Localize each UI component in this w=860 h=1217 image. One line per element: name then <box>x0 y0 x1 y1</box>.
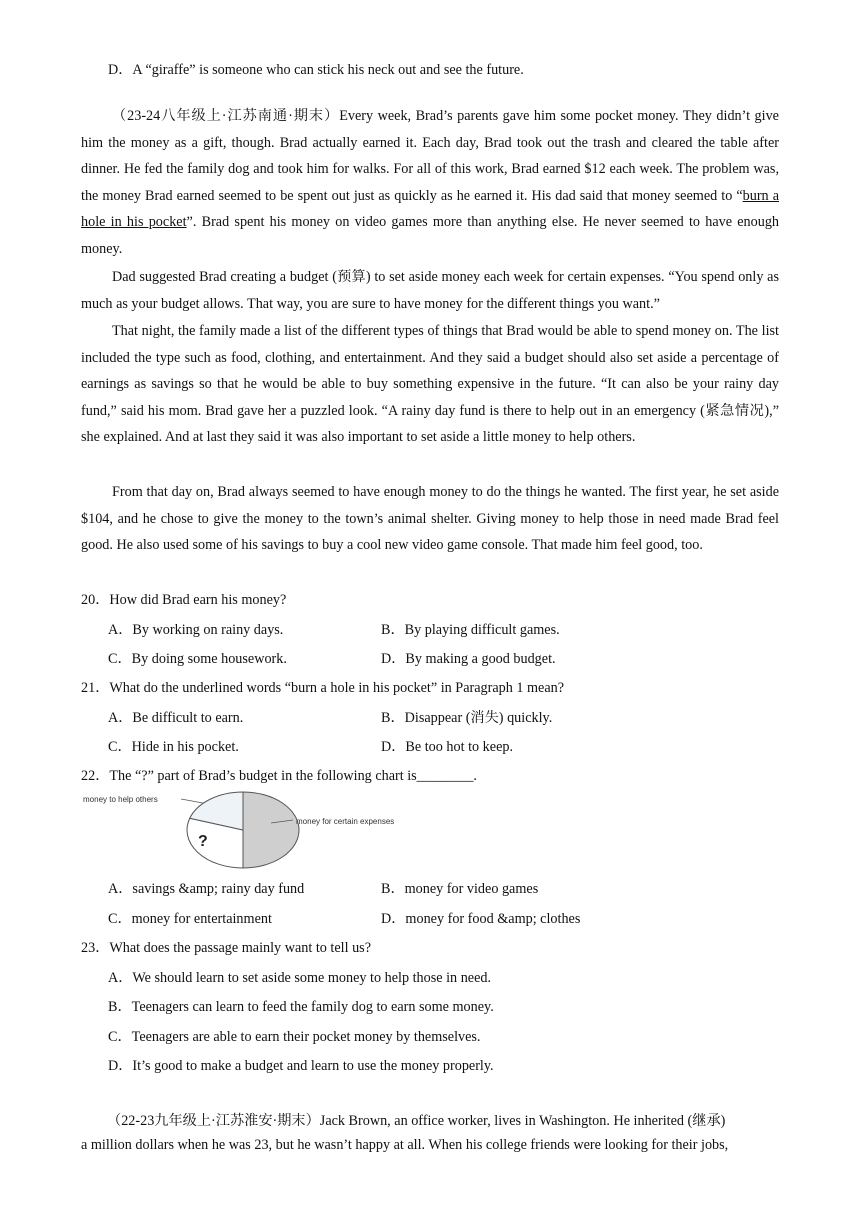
option-b[interactable]: B．Teenagers can learn to feed the family dog to earn some money. <box>108 999 494 1015</box>
slice-label-question: ? <box>198 833 208 850</box>
option-d[interactable]: D．It’s good to make a budget and learn to use the money properly. <box>108 1058 494 1074</box>
slice-label-help-others: money to help others <box>83 795 158 804</box>
option-d-giraffe: D．A “giraffe” is someone who can stick his neck out and see the future. <box>108 62 524 78</box>
option-d[interactable]: D．By making a good budget. <box>381 651 556 667</box>
option-b[interactable]: B．money for video games <box>381 881 539 897</box>
option-a[interactable]: A．Be difficult to earn. <box>108 710 244 726</box>
question-stem: 23．What does the passage mainly want to tell us? <box>81 940 371 956</box>
option-b[interactable]: B．Disappear (消失) quickly. <box>381 710 553 726</box>
option-c[interactable]: C．Hide in his pocket. <box>108 739 239 755</box>
slice-certain-expenses <box>243 792 299 868</box>
source-tag: （23-24八年级上·江苏南通·期末） <box>112 108 340 124</box>
question-stem: 21．What do the underlined words “burn a hole in his pocket” in Paragraph 1 mean? <box>81 680 565 696</box>
option-a[interactable]: A．We should learn to set aside some money to help those in need. <box>108 970 492 986</box>
paragraph-1-text-b: ”. Brad spent his money on video games more than anything else. He never seemed to have enough money. <box>81 214 780 257</box>
budget-pie-chart <box>81 790 441 874</box>
option-a[interactable]: A．By working on rainy days. <box>108 622 284 638</box>
question-stem: 22．The “?” part of Brad’s budget in the following chart is________. <box>81 768 477 784</box>
option-d[interactable]: D．Be too hot to keep. <box>381 739 514 755</box>
underlined-phrase: burn a hole in his pocket <box>81 187 779 231</box>
passage-2-line-2: a million dollars when he was 23, but he wasn’t happy at all. When his college friends were looking for their jobs, <box>81 1137 729 1153</box>
option-c[interactable]: C．money for entertainment <box>108 911 272 927</box>
option-c[interactable]: C．Teenagers are able to earn their pocket money by themselves. <box>108 1029 481 1045</box>
paragraph-3: That night, the family made a list of the different types of things that Brad would be able to spend money on. The list included the type such as food, clothing, and entertainment. And they said a budget should also set aside a percentage of earnings as savings so that he would be able to buy something expensive in the future. “It can also be your rainy day fund,” said his mom. Brad gave her a puzzled look. “A rainy day fund is there to help out in an emergency (紧急情况),” she explained. And at last they said it was also important to set aside a little money to help others. <box>81 323 779 446</box>
option-b[interactable]: B．By playing difficult games. <box>381 622 560 638</box>
paragraph-1 <box>81 103 779 263</box>
question-stem: 20．How did Brad earn his money? <box>81 592 287 608</box>
paragraph-1-text-a: Every week, Brad’s parents gave him some pocket money. They didn’t give him the money as a gift, though. Brad actually earned it. Each day, Brad took out the trash and cleared the table after dinner. He fed the family dog and took him for walks. For all of this work, Brad earned $12 each week. The problem was, the money Brad earned seemed to be spent out just as quickly as he earned it. His dad said that money seemed to “ <box>81 108 779 204</box>
option-c[interactable]: C．By doing some housework. <box>108 651 287 667</box>
option-a[interactable]: A．savings &amp; rainy day fund <box>108 881 305 897</box>
paragraph-4: From that day on, Brad always seemed to have enough money to do the things he wanted. The first year, he set aside $104, and he chose to give the money to the town’s animal shelter. Giving money to help those in need made Brad feel good. He also used some of his savings to buy a cool new video game console. That made him feel good, too. <box>81 484 779 554</box>
option-d[interactable]: D．money for food &amp; clothes <box>381 911 581 927</box>
paragraph-2: Dad suggested Brad creating a budget (预算) to set aside money each week for certain expenses. “You spend only as much as your budget allows. That way, you are sure to have money for the different things you want.” <box>81 269 779 312</box>
slice-label-certain-expenses: money for certain expenses <box>296 817 395 826</box>
passage-2-line-1: （22-23九年级上·江苏淮安·期末）Jack Brown, an office worker, lives in Washington. He inherited (继承) <box>107 1113 726 1129</box>
